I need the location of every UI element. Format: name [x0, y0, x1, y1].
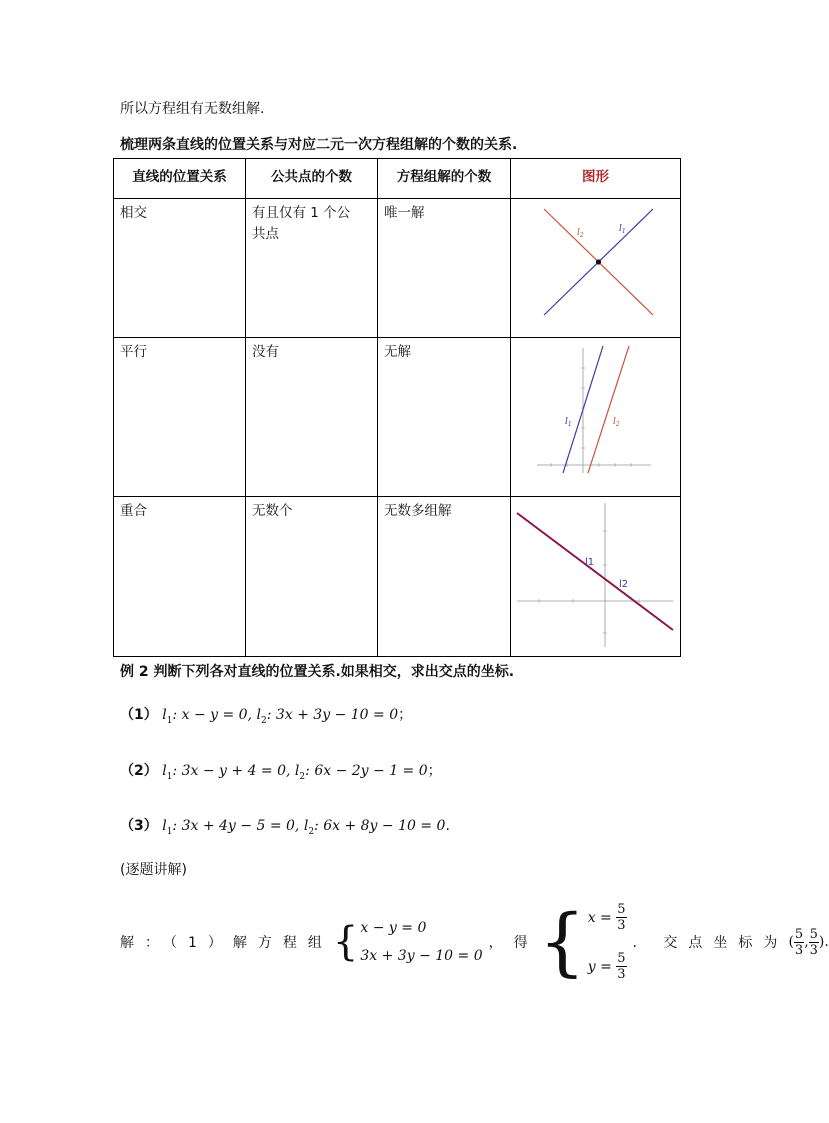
equation-system: { x − y = 0 3x + 3y − 10 = 0 — [332, 919, 483, 965]
coincide-figure — [511, 497, 679, 655]
relation-table — [113, 158, 681, 657]
points-parallel: 没有 — [252, 344, 279, 360]
label-l1: $l_1$ — [619, 224, 626, 235]
solution-system: { x = $\frac{5}{3}$ y = $\frac{5}{3}$ — [538, 899, 626, 985]
relation-coincide: 重合 — [120, 503, 147, 519]
table-row — [114, 497, 681, 657]
label-l2: $l_2$ — [613, 417, 620, 428]
solution-prefix: 解：（1）解方程组 — [120, 935, 333, 951]
relation-intersect: 相交 — [120, 205, 147, 221]
line-l2-red — [588, 346, 629, 473]
intersect-figure — [511, 199, 679, 336]
label-l1: $l_1$ — [565, 417, 572, 428]
point-text: . 交点坐标为 — [632, 935, 789, 951]
item1-equations: $l_1$: x − y = 0, $l_2$: 3x + 3y − 10 = 0 — [162, 707, 399, 726]
solutions-coincide: 无数多组解 — [384, 503, 452, 519]
solution-line — [120, 900, 829, 984]
get-text: ，得 — [488, 935, 539, 951]
intro-text: 所以方程组有无数组解. — [120, 101, 265, 117]
points-coincide: 无数个 — [252, 503, 293, 519]
intersection-point — [596, 259, 601, 264]
item2-equations: $l_1$: 3x − y + 4 = 0, $l_2$: 6x − 2y − 1 = 0 — [162, 763, 428, 782]
lecture-note: (逐题讲解) — [120, 862, 187, 878]
table-row — [114, 338, 681, 497]
table-header-row — [114, 159, 681, 199]
points-intersect: 有且仅有 1 个公共点 — [252, 205, 351, 242]
solutions-parallel: 无解 — [384, 344, 411, 360]
intersection-coordinate: ( $\frac{5}{3}$ , $\frac{5}{3}$ ). — [788, 926, 829, 958]
label-l2: $l_2$ — [577, 228, 584, 239]
example-item-1: （1） $l_1$: x − y = 0, $l_2$: 3x + 3y − 10 = 0； — [120, 707, 413, 726]
example-item-2: （2） $l_1$: 3x − y + 4 = 0, $l_2$: 6x − 2y − 1 = 0； — [120, 763, 442, 782]
header-figure: 图形 — [511, 159, 681, 199]
item3-equations: $l_1$: 3x + 4y − 5 = 0, $l_2$: 6x + 8y − 10 = 0 — [162, 818, 446, 837]
coincident-line — [517, 513, 673, 630]
label-l2: l2 — [619, 579, 629, 590]
solutions-intersect: 唯一解 — [384, 205, 425, 221]
parallel-figure — [511, 338, 679, 495]
summary-title: 梳理两条直线的位置关系与对应二元一次方程组解的个数的关系. — [120, 137, 518, 153]
label-l1: l1 — [585, 557, 595, 568]
header-points: 公共点的个数 — [246, 159, 378, 199]
example-title: 例 2 判断下列各对直线的位置关系.如果相交，求出交点的坐标. — [120, 664, 515, 680]
header-relation: 直线的位置关系 — [114, 159, 246, 199]
table-row — [114, 199, 681, 338]
header-solutions: 方程组解的个数 — [378, 159, 511, 199]
example-item-3: （3） $l_1$: 3x + 4y − 5 = 0, $l_2$: 6x + 8y − 10 = 0. — [120, 818, 450, 837]
relation-parallel: 平行 — [120, 344, 147, 360]
